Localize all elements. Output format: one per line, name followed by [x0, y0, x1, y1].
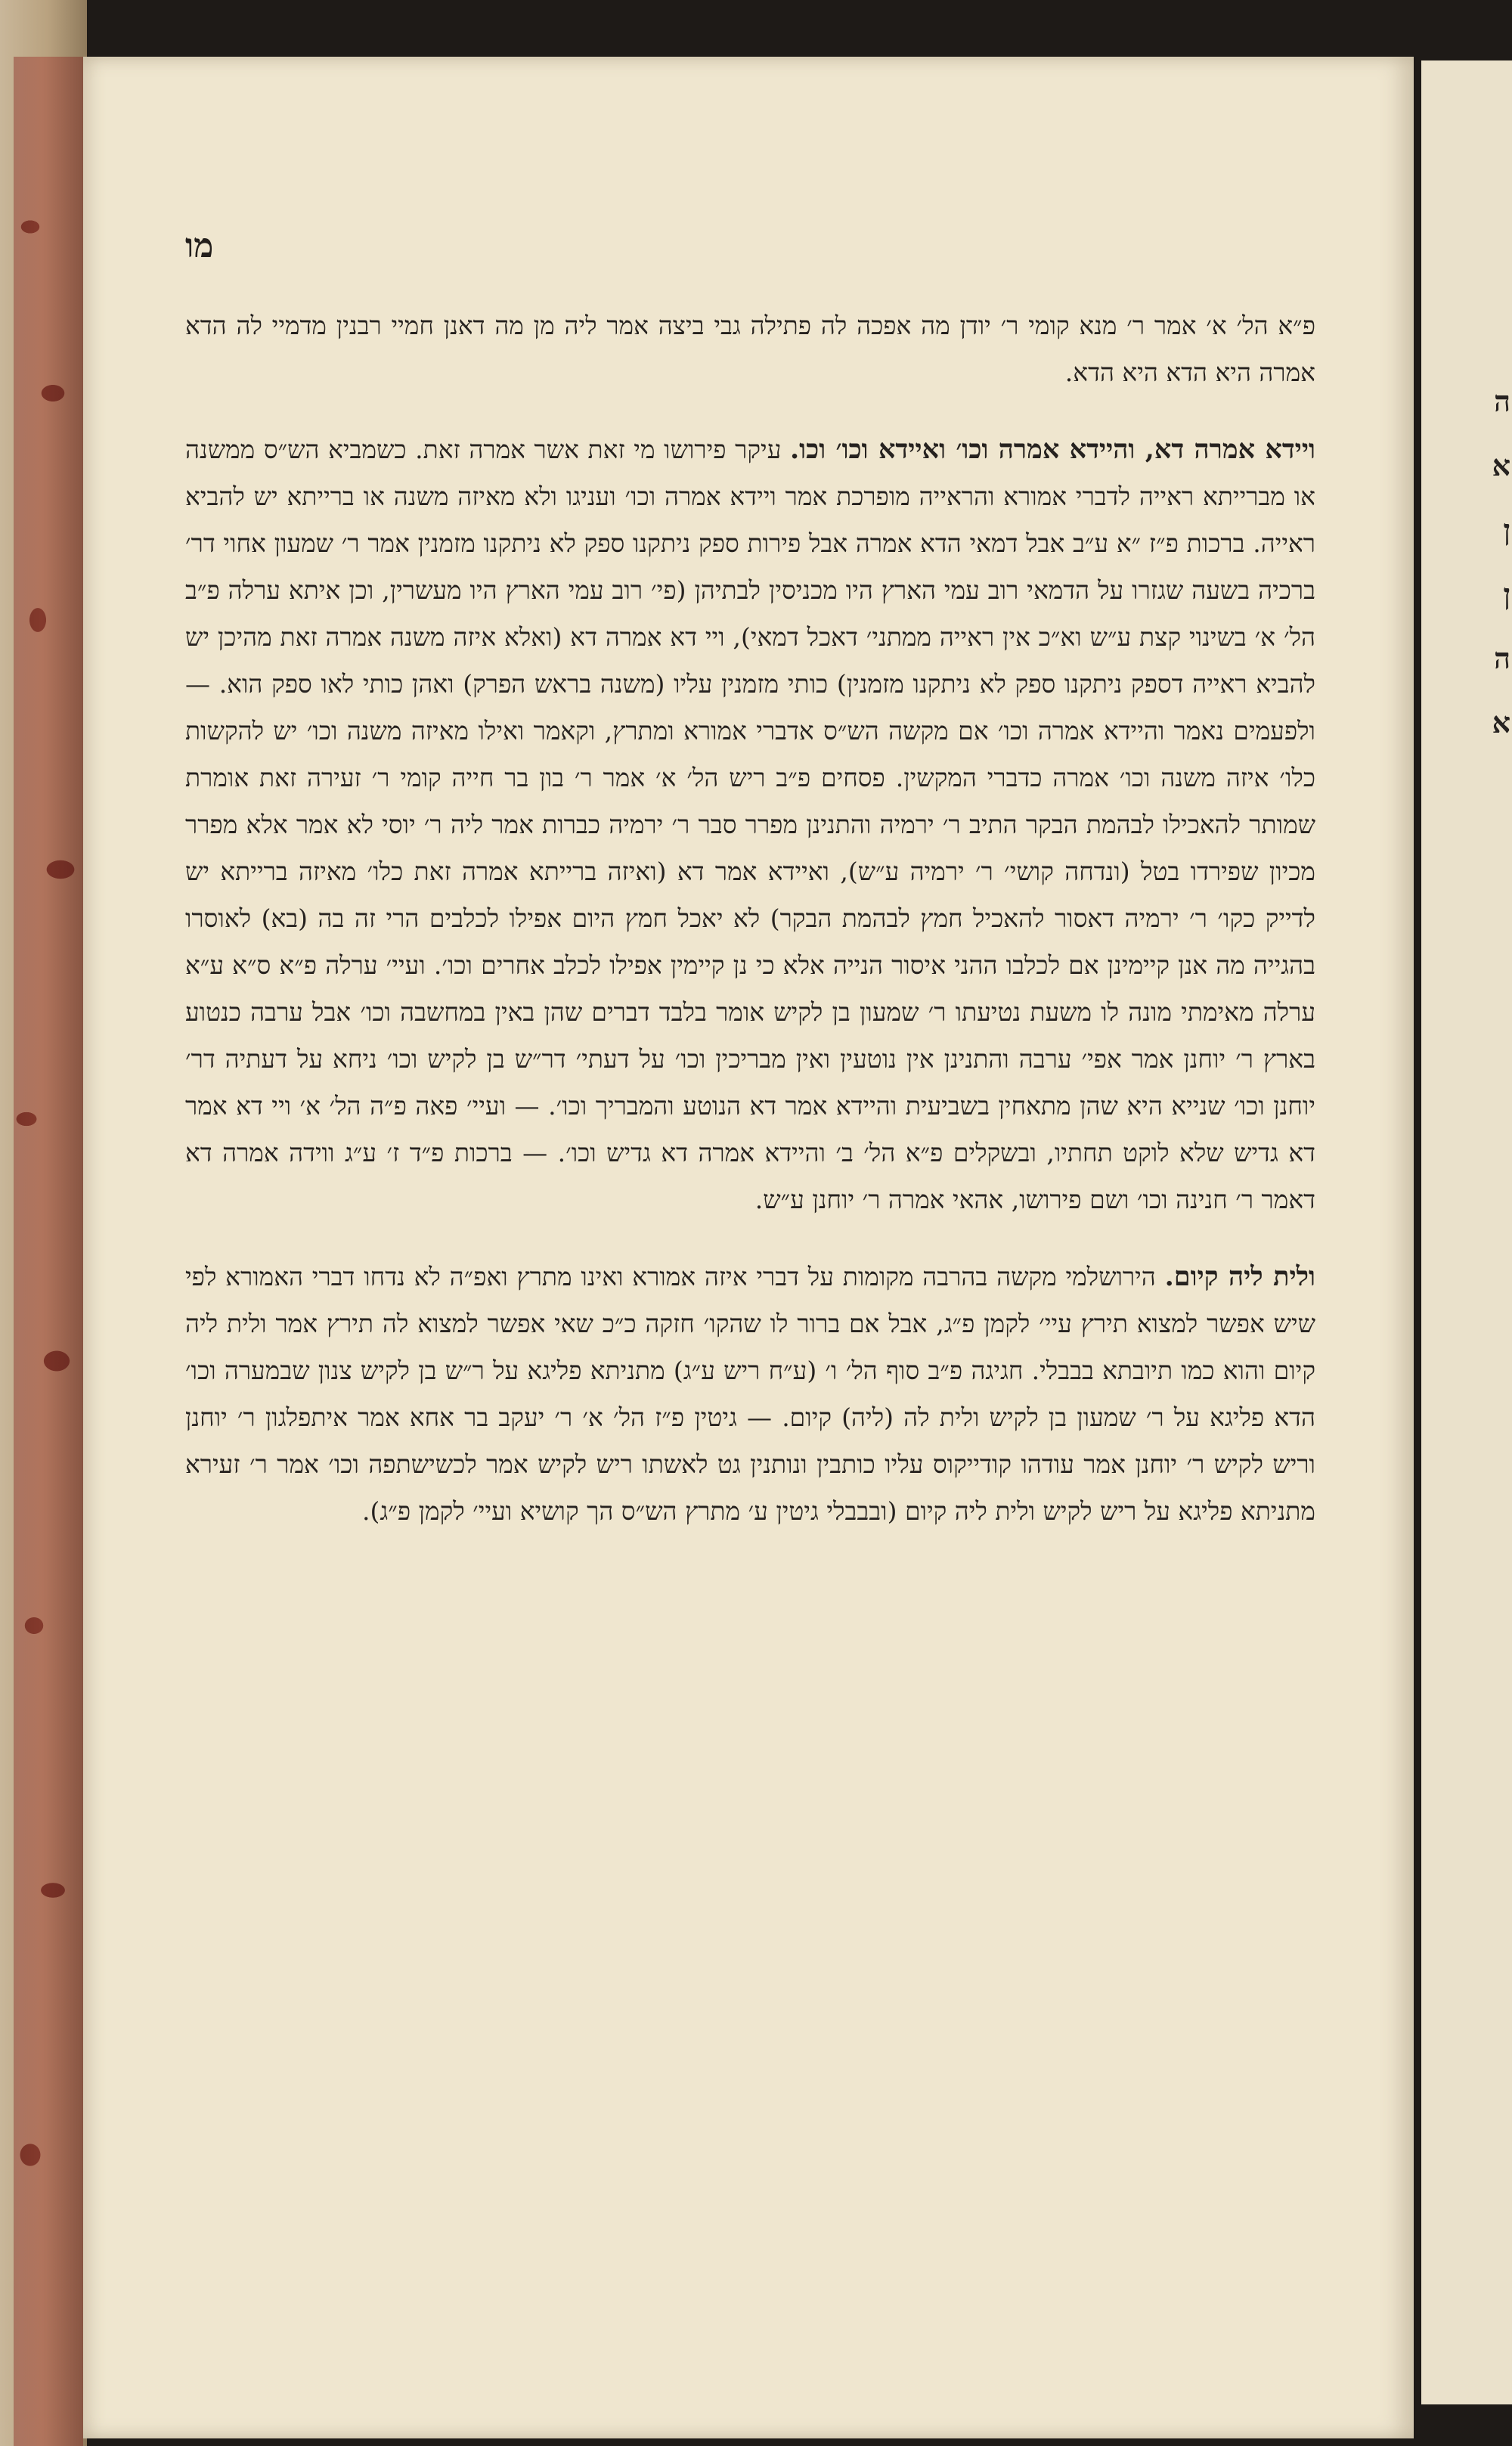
lemma-heading: ולית ליה קיום.: [1164, 1261, 1315, 1292]
lemma-heading: ויידא אמרה דא, והיידא אמרה וכו׳ ואיידא וכו׳ וכו.: [790, 434, 1315, 465]
next-page-fragment: ה: [1494, 641, 1510, 675]
paragraph-text: פ״א הל׳ א׳ אמר ר׳ מנא קומי ר׳ יודן מה אפכה לה פתילה גבי ביצה אמר ליה מן מה דאנן חמיי רבנין מדמיי לה הדא אמרה היא הדא היא הדא.: [185, 311, 1315, 387]
next-page-edge: [1421, 60, 1512, 2404]
paragraph-text: עיקר פירושו מי זאת אשר אמרה זאת. כשמביא הש״ס ממשנה או מברייתא ראייה לדברי אמורא והראייה מופרכת אמר ויידא אמרה וכו׳ ועניגו ולא מאיזה משנה או ברייתא יש להביא ראייה. ברכות פ״ז ״א ע״ב אבל דמאי הדא אמרה אבל פירות ספק ניתקנו ספק לא ניתקנו מזמנין אמר ר׳ שמעון אחוי דר׳ ברכיה בשעה שגזרו על הדמאי רוב עמי הארץ היו מכניסין לבתיהן (פי׳ רוב עמי הארץ היו מעשרין, וכן איתא ערלה פ״ב הל׳ א׳ בשינוי קצת ע״ש וא״כ אין ראייה ממתני׳ דאכל דמאי), ויי דא אמרה דא (ואלא איזה משנה אמרה זאת מהיכן יש להביא ראייה דספק ניתקנו ספק לא ניתקנו מזמנין) כותי מזמנין עליו (משנה בראש הפרק) ואהן כותי לאו ספק הוא. — ולפעמים נאמר והיידא אמרה וכו׳ אם מקשה הש״ס אדברי אמורא ומתרץ, וקאמר ואילו מאיזה משנה וכו׳ יש להקשות כלו׳ איזה משנה וכו׳ אמרה כדברי המקשין. פסחים פ״ב ריש הל׳ א׳ אמר ר׳ בון בר חייה קומי ר׳ זעירה זאת אומרת שמותר להאכילו לבהמת הבקר התיב ר׳ ירמיה והתנינן מפרר סבר ר׳ ירמיה כברות אמר ליה ר׳ יוסי לא אמר אלא מפרר מכיון שפירדו בטל (ונדחה קושי׳ ר׳ ירמיה ע״ש), ואיידא אמר דא (ואיזה ברייתא אמרה זאת כלו׳ מאיזה ברייתא יש לדייק כקו׳ ר׳ ירמיה דאסור להאכיל חמץ לבהמת הבקר) לא יאכל חמץ היום אפילו לכלבים הרי זה בה (בא) לאוסרו בהגייה מה אנן קיימינן אם לכלבו ההני איסור הנייה אלא כי נן קיימין אפילו לכלב אחרים וכו׳. ועיי׳ ערלה פ״א ס״א ע״א ערלה מאימתי מונה לו משעת נטיעתו ר׳ שמעון בן לקיש אומר בלבד דברים שהן באין במחשבה וכו׳ אבל ערבה כנטוע בארץ ר׳ יוחנן אמר אפי׳ ערבה והתנינן אין נוטעין ואין מבריכין וכו׳ על דעתי׳ דר״ש בן לקיש וכו׳ ניחא על דעתיה דר׳ יוחנן וכו׳ שנייא היא שהן מתאחין בשביעית והיידא אמר דא הנוטע והמבריך וכו׳. — ועיי׳ פאה פ״ה הל׳ א׳ ויי דא אמר דא גדיש שלא לוקט תחתיו, ובשקלים פ״א הל׳ ב׳ והיידא אמרה דא גדיש וכו׳. — ברכות פ״ד ז׳ ע״ג ווידה אמרה דא דאמר ר׳ חנינה וכו׳ ושם פירושו, אהאי אמרה ר׳ יוחנן ע״ש.: [185, 435, 1315, 1214]
next-page-fragment: ה: [1494, 384, 1510, 418]
next-page-fragment: ן: [1503, 513, 1510, 547]
next-page-fragment: א: [1492, 705, 1510, 739]
intro-paragraph: [185, 302, 1315, 396]
next-page-fragment: ן: [1503, 577, 1510, 611]
page-number: מו: [185, 227, 214, 265]
next-page-fragment: א: [1492, 448, 1510, 482]
body-text: [185, 302, 1315, 1535]
book-spine: [14, 57, 83, 2446]
commentary-paragraph: [185, 1254, 1315, 1535]
commentary-paragraph: [185, 426, 1315, 1223]
paragraph-text: הירושלמי מקשה בהרבה מקומות על דברי איזה אמורא ואינו מתרץ ואפ״ה לא נדחו דברי האמורא לפי שיש אפשר למצוא תירץ עיי׳ לקמן פ״ג, אבל אם ברור לו שהקו׳ חזקה כ״כ שאי אפשר למצוא לה תירץ אמר ולית ליה קיום והוא כמו תיובתא בבבלי. חגיגה פ״ב סוף הל׳ ו׳ (ע״ח ריש ע״ג) מתניתא פליגא על ר״ש בן לקיש צנון שבמערה וכו׳ הדא פליגא על ר׳ שמעון בן לקיש ולית לה (ליה) קיום. — גיטין פ״ז הל׳ א׳ ר׳ יעקב בר אחא אמר איתפלגון ר׳ יוחנן וריש לקיש ר׳ יוחנן אמר עודהו קודייקוס עליו כותבין ונותנין גט לאשתו ריש לקיש אמר לכשישתפה וכו׳ אמר ר׳ זעירא מתניתא פליגא על ריש לקיש ולית ליה קיום (ובבבלי גיטין ע׳ מתרץ הש״ס הך קושיא ועיי׳ לקמן פ״ג).: [185, 1262, 1315, 1526]
